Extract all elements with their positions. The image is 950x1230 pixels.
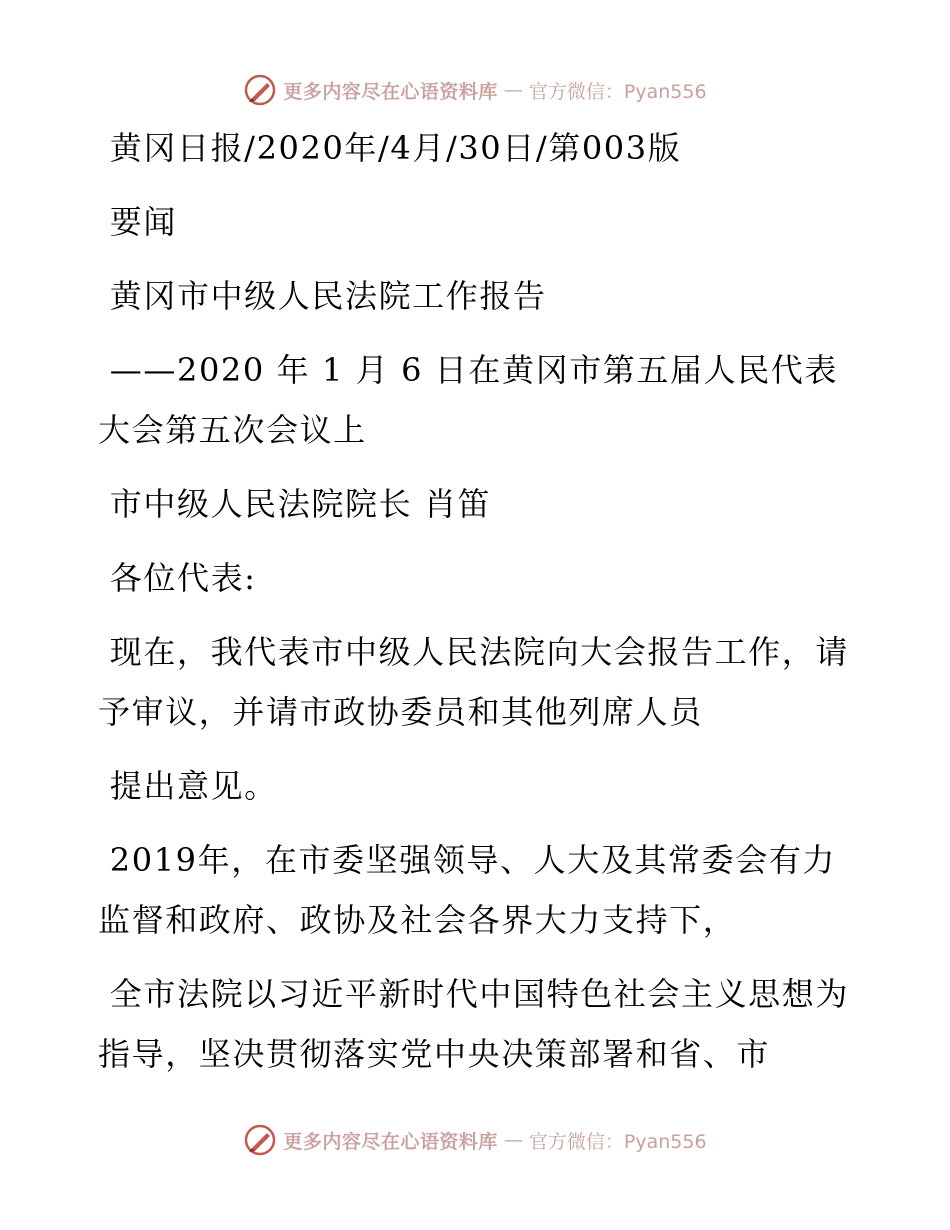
paragraph-dateline: 黄冈日报/2020年/4月/30日/第003版 [98,129,682,167]
paragraph-author: 市中级人民法院院长 肖笛 [98,485,492,523]
paragraph-body: 2019年，在市委坚强领导、人大及其常委会有力监督和政府、政协及社会各界大力支持下， [98,841,837,939]
paragraph-body: 提出意见。 [98,767,278,805]
paragraph-subtitle: ——2020 年 1 月 6 日在黄冈市第五届人民代表大会第五次会议上 [98,351,838,449]
wechat-id: 官方微信：Pyan556 [528,80,707,103]
paragraph-section: 要闻 [98,203,177,241]
site-name: 更多内容尽在心语资料库 [283,1130,498,1153]
banner-dash: — [503,79,523,101]
site-name: 更多内容尽在心语资料库 [283,80,498,103]
pen-logo-icon [243,1123,277,1157]
banner-dash: — [503,1129,523,1151]
wechat-id: 官方微信：Pyan556 [528,1130,707,1153]
paragraph-salutation: 各位代表: [98,559,257,597]
header-banner [0,70,950,110]
paragraph-title: 黄冈市中级人民法院工作报告 [98,277,547,315]
pen-logo-icon [243,73,277,107]
paragraph-body: 现在，我代表市中级人民法院向大会报告工作，请予审议，并请市政协委员和其他列席人员 [98,633,849,731]
footer-banner [0,1120,950,1160]
paragraph-body: 全市法院以习近平新时代中国特色社会主义思想为指导，坚决贯彻落实党中央决策部署和省、市 [98,975,849,1073]
document-body [98,118,858,1084]
